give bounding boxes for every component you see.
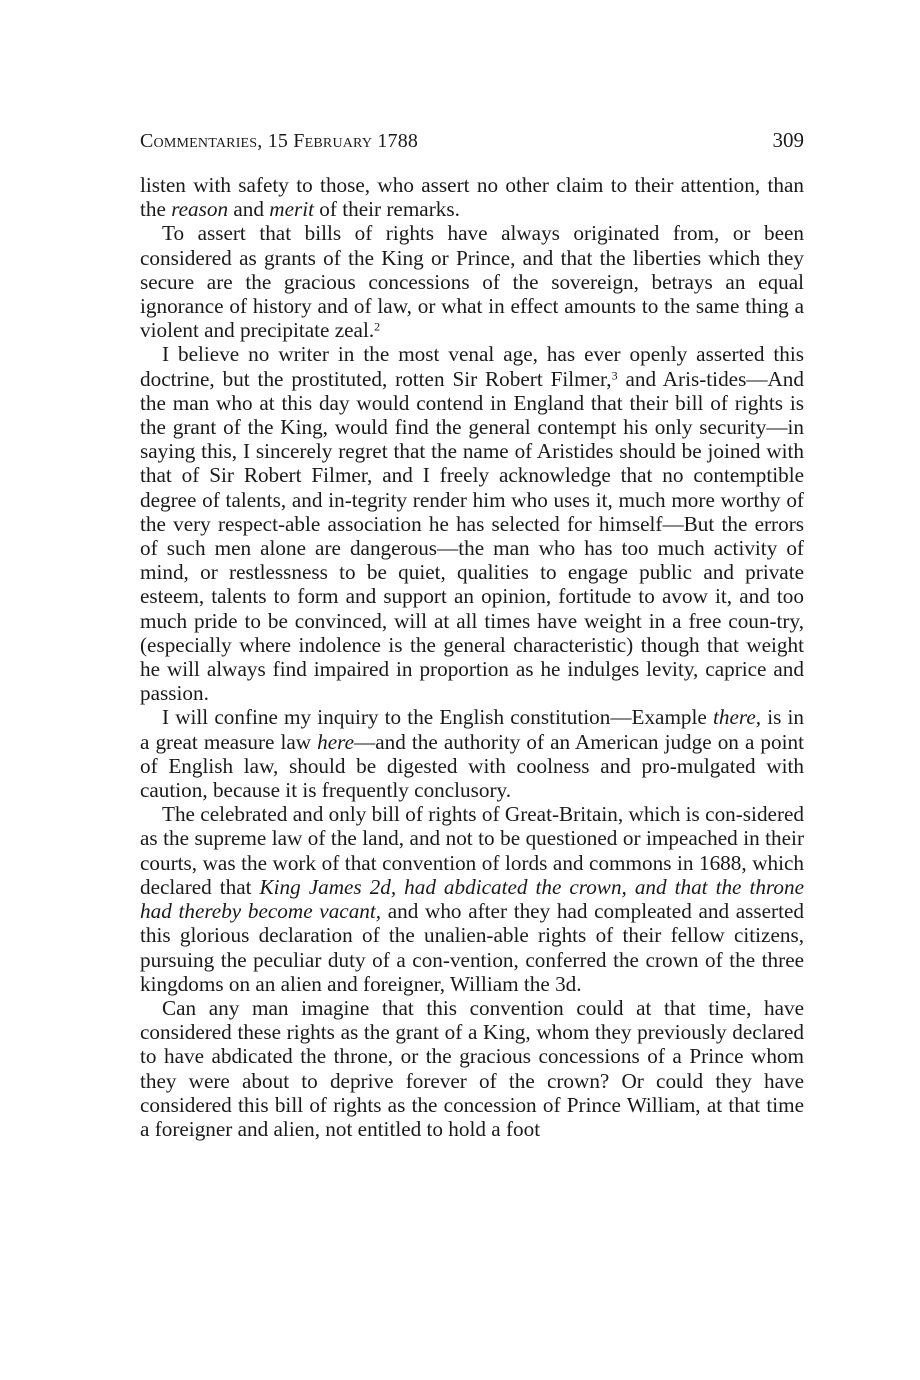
paragraph-p5: [140, 802, 804, 996]
running-header: [140, 126, 804, 155]
italic-text: merit: [269, 197, 314, 222]
text-segment: Can any man imagine that this convention could at that time, have considered these rights as the grant of a King, whom they previously declared to have abdicated the throne, or the gracious concessions of a Prince whom they were about to deprive forever of the crown? Or could they have considered this bill of rights as the concession of Prince William, at that time a foreigner and alien, not entitled to hold a foot: [140, 995, 804, 1141]
italic-text: here: [317, 729, 355, 754]
running-title: Commentaries, 15 February 1788: [140, 130, 419, 152]
paragraph-p3: [140, 342, 804, 705]
footnote-marker: 3: [611, 368, 618, 383]
text-segment: and: [228, 197, 270, 222]
footnote-marker: 2: [374, 319, 381, 334]
text-segment: and who after they had compleated and asserted this glorious declaration of the unalien-able rights of their fellow citizens, pursuing the peculiar duty of a con-vention, conferred the crown of the three kingdoms on an alien and foreigner, William the 3d.: [140, 899, 804, 996]
text-segment: and Aris-tides—And the man who at this day would contend in England that their bill of rights is the grant of the King, would find the general contempt his only security—in saying this, I sincerely regret that the name of Aristides should be joined with that of Sir Robert Filmer, and I freely acknowledge that no contemptible degree of talents, and in-tegrity render him who uses it, much more worthy of the very respect-able association he has selected for himself—But the errors of such men alone are dangerous—the man who has too much activity of mind, or restlessness to be quiet, qualities to engage public and private esteem, talents to form and support an opinion, fortitude to avow it, and too much pride to be convinced, will at all times have weight in a free coun-try, (especially where indolence is the general characteristic) though that weight he will always find impaired in proportion as he indulges levity, caprice and passion.: [140, 366, 804, 706]
text-segment: is in a great measure law: [140, 705, 804, 754]
text-segment: The celebrated and only bill of rights of Great-Britain, which is con-sidered as the supreme law of the land, and not to be questioned or impeached in their courts, was the work of that convention of lords and commons in 1688, which declared that: [140, 802, 804, 899]
paragraph-p6: [140, 996, 804, 1141]
italic-text: there,: [712, 705, 762, 730]
paragraph-p1: [140, 173, 804, 221]
italic-text: King James 2d, had abdicated the crown, and that the throne had thereby become vacant,: [140, 874, 804, 924]
paragraph-p4: [140, 705, 804, 802]
body-text: [140, 173, 804, 1141]
text-segment: —and the authority of an American judge on a point of English law, should be digested with coolness and pro-mulgated with caution, because it is frequently conclusory.: [140, 729, 804, 803]
page-number: 309: [772, 128, 804, 152]
italic-text: reason: [171, 197, 229, 222]
text-segment: of their remarks.: [314, 197, 460, 222]
paragraph-p2: [140, 221, 804, 342]
text-segment: To assert that bills of rights have always originated from, or been considered as grants of the King or Prince, and that the liberties which they secure are the gracious concessions of the sovereign, betrays an equal ignorance of history and of law, or what in effect amounts to the same thing a violent and precipitate zeal.: [140, 221, 804, 343]
text-segment: I will confine my inquiry to the English constitution—Example: [162, 705, 713, 730]
text-segment: I believe no writer in the most venal age, has ever openly asserted this doctrine, but the prostituted, rotten Sir Robert Filmer,: [140, 342, 804, 391]
document-page: [140, 126, 804, 1141]
text-segment: listen with safety to those, who assert no other claim to their attention, than the: [140, 173, 804, 222]
